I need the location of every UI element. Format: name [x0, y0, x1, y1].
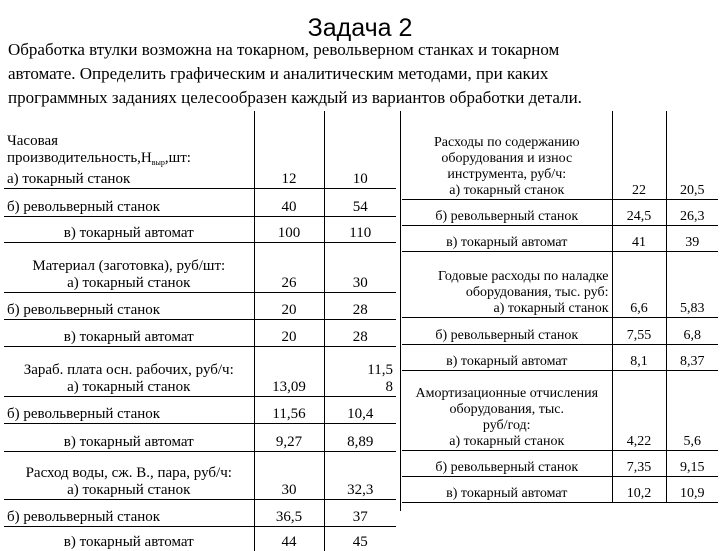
value-cell: 10,9 — [666, 476, 718, 502]
table-row — [402, 450, 718, 476]
setup-lathe-label — [402, 251, 612, 317]
row-label: б) револьверный станок — [4, 499, 254, 526]
table-row — [4, 346, 396, 396]
utilities-lathe-label — [4, 451, 254, 499]
value-cell: 30 — [324, 242, 396, 292]
setup-header-line: Годовые расходы по наладке — [438, 268, 609, 284]
row-label: в) токарный автомат — [63, 534, 194, 550]
row-label: а) токарный станок — [67, 274, 191, 291]
right-data-table — [402, 111, 718, 503]
left-data-table — [4, 111, 396, 551]
value-cell: 11,56 — [254, 396, 324, 423]
depreciation-header-line: руб/год: — [482, 417, 531, 433]
value-cell: 26,3 — [666, 199, 718, 225]
value-cell: 24,5 — [612, 199, 666, 225]
table-row — [4, 216, 396, 242]
row-label: а) токарный станок — [7, 170, 131, 187]
productivity-header-line: Часовая — [7, 132, 59, 149]
value-cell: 20 — [254, 292, 324, 319]
value-cell: 37 — [324, 499, 396, 526]
row-label: а) токарный станок — [449, 433, 565, 449]
value-cell: 10 — [324, 111, 396, 188]
value-cell: 5,83 — [666, 251, 718, 317]
table-row — [402, 225, 718, 251]
value-cell: 28 — [324, 292, 396, 319]
row-label: а) токарный станок — [67, 481, 191, 498]
task-description-line: программных заданиях целесообразен каждый из вариантов обработки детали. — [8, 88, 582, 107]
table-row — [4, 451, 396, 499]
value-cell: 28 — [324, 319, 396, 346]
table-row — [402, 199, 718, 225]
setup-header-line: оборудования, тыс. руб: — [465, 284, 609, 300]
row-label: в) токарный автомат — [402, 344, 612, 370]
row-label: в) токарный автомат — [402, 476, 612, 502]
value-cell: 41 — [612, 225, 666, 251]
value-cell: 36,5 — [254, 499, 324, 526]
table-row — [402, 317, 718, 344]
productivity-header-line: $производительность,Н_{выр},шт$: — [7, 149, 191, 167]
value-cell: 8,89 — [324, 423, 396, 451]
row-label: а) токарный станок — [67, 378, 191, 395]
row-label: б) револьверный станок — [4, 188, 254, 216]
wages-header: Зараб. плата осн. рабочих, руб/ч: — [23, 361, 234, 378]
value-cell: 20,5 — [666, 111, 718, 199]
value-cell: 20 — [254, 319, 324, 346]
table-row — [4, 423, 396, 451]
table-row — [4, 396, 396, 423]
value-cell: 6,8 — [666, 317, 718, 344]
maintenance-header-line: инструмента, руб/ч: — [447, 166, 567, 182]
value-cell: 4,22 — [612, 370, 666, 450]
row-label: в) токарный автомат — [402, 225, 612, 251]
value-cell: 40 — [254, 188, 324, 216]
depreciation-lathe-label — [402, 370, 612, 450]
table-row — [4, 292, 396, 319]
table-row — [4, 111, 396, 188]
value-cell: 32,3 — [324, 451, 396, 499]
task-description-line: автомате. Определить графическим и аналитическим методами, при каких — [8, 64, 549, 83]
row-label: б) револьверный станок — [4, 396, 254, 423]
row-label: б) револьверный станок — [402, 199, 612, 225]
maintenance-lathe-label — [402, 111, 612, 199]
value-cell: 26 — [254, 242, 324, 292]
value-cell: 10,2 — [612, 476, 666, 502]
value-cell: 7,55 — [612, 317, 666, 344]
table-row — [4, 319, 396, 346]
value-cell: 8,37 — [666, 344, 718, 370]
value-cell: 45 — [352, 534, 368, 550]
value-cell: 100 — [254, 216, 324, 242]
table-row — [4, 188, 396, 216]
table-separator — [400, 111, 401, 511]
value-cell: 54 — [324, 188, 396, 216]
material-header: Материал (заготовка), руб/шт: — [32, 257, 226, 274]
maintenance-header-line: Расходы по содержанию — [433, 134, 580, 150]
slide-title: Задача 2 — [307, 14, 413, 42]
table-row — [4, 242, 396, 292]
row-label: в) токарный автомат — [4, 423, 254, 451]
material-lathe-label — [4, 242, 254, 292]
value-cell: 13,09 — [254, 346, 324, 396]
value-cell: 30 — [254, 451, 324, 499]
value-cell: 10,4 — [324, 396, 396, 423]
value-cell: 11,5 8 — [324, 346, 396, 396]
row-label: а) токарный станок — [493, 300, 609, 316]
value-cell: 39 — [666, 225, 718, 251]
value-cell: 22 — [612, 111, 666, 199]
value-cell: 5,6 — [666, 370, 718, 450]
table-row — [402, 344, 718, 370]
table-row — [402, 111, 718, 199]
wages-lathe-label — [4, 346, 254, 396]
depreciation-header-line: Амортизационные отчисления — [415, 385, 599, 401]
productivity-lathe-label — [4, 111, 254, 188]
table-row — [4, 526, 396, 551]
task-description — [8, 38, 716, 110]
depreciation-header-line: оборудования, тыс. — [449, 401, 564, 417]
value-cell: 110 — [324, 216, 396, 242]
value-cell: 9,15 — [666, 450, 718, 476]
maintenance-header-line: оборудования и износ — [441, 150, 573, 166]
value-cell: 8,1 — [612, 344, 666, 370]
row-label: в) токарный автомат — [4, 216, 254, 242]
value-cell: 7,35 — [612, 450, 666, 476]
utilities-header: Расход воды, сж. В., пара, руб/ч: — [25, 464, 232, 481]
row-label: б) револьверный станок — [402, 317, 612, 344]
row-label: а) токарный станок — [449, 182, 565, 198]
value-cell: 9,27 — [254, 423, 324, 451]
value-cell: 12 — [254, 111, 324, 188]
value-cell: 6,6 — [612, 251, 666, 317]
row-label: б) револьверный станок — [402, 450, 612, 476]
row-label: б) револьверный станок — [4, 292, 254, 319]
value-cell: 44 — [254, 526, 324, 551]
table-row — [4, 499, 396, 526]
table-row — [402, 370, 718, 450]
table-row — [402, 251, 718, 317]
row-label: в) токарный автомат — [4, 319, 254, 346]
table-row — [402, 476, 718, 502]
task-description-line: Обработка втулки возможна на токарном, револьверном станках и токарном — [8, 40, 560, 59]
